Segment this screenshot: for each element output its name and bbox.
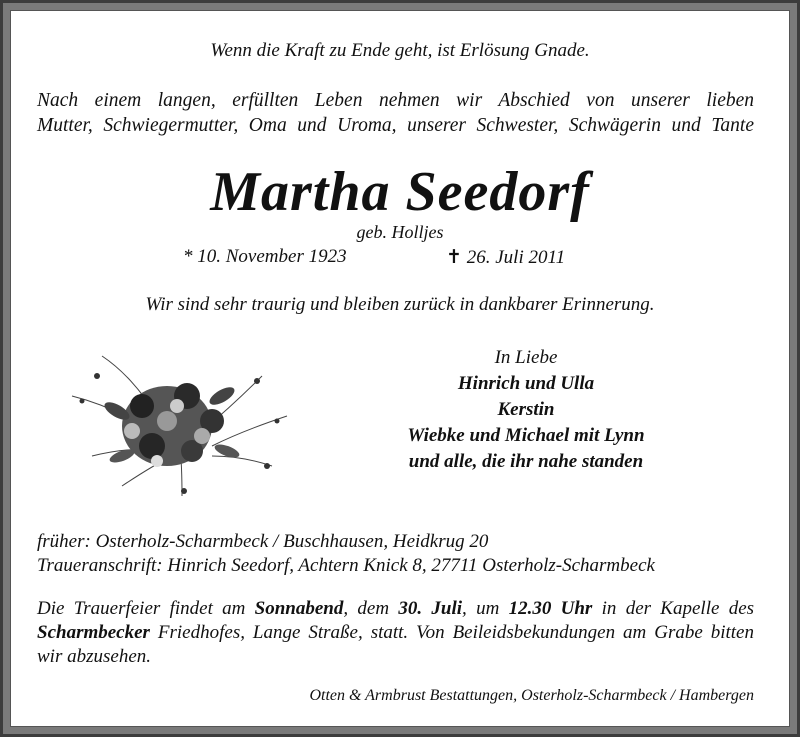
former-address: früher: Osterholz-Scharmbeck / Buschhausen, Heidkrug 20 (37, 531, 489, 552)
ceremony-date: 30. Juli (398, 598, 463, 619)
ceremony-text-part: Friedhofes, Lange Straße, statt. Von Beileidsbekundungen am Grabe bitten wir abzusehen. (37, 622, 754, 667)
signer-line: Hinrich und Ulla (457, 373, 595, 394)
signers-intro: In Liebe (494, 347, 558, 368)
ceremony-place: Scharmbecker (37, 622, 150, 643)
signer-line: Kerstin (497, 399, 555, 420)
ceremony-text-part: Die Trauerfeier findet am (37, 598, 255, 619)
ceremony-text-part: , dem (343, 598, 399, 619)
undertaker: Otten & Armbrust Bestattungen, Osterholz-Scharmbeck / Hambergen (309, 687, 754, 704)
birth-name: geb. Holljes (356, 222, 444, 242)
mourning-address: Traueranschrift: Hinrich Seedorf, Achtern Knick 8, 27711 Osterholz-Scharmbeck (37, 555, 655, 576)
intro-text (37, 88, 754, 138)
ceremony-text-part: in der Kapelle des (592, 598, 755, 619)
intro-line: Mutter, Schwiegermutter, Oma und Uroma, unserer Schwester, Schwägerin und Tante (37, 115, 754, 136)
death-date-line (446, 246, 565, 269)
intro-line: Nach einem langen, erfüllten Leben nehmen wir Abschied von unserer lieben (37, 90, 754, 111)
flower-bouquet-icon (62, 336, 294, 508)
death-date: 26. Juli 2011 (466, 247, 566, 268)
deceased-name: Martha Seedorf (210, 161, 590, 223)
signer-line: und alle, die ihr nahe standen (408, 451, 644, 472)
birth-date: * 10. November 1923 (183, 246, 347, 267)
ceremony-text-part: , um (462, 598, 509, 619)
ceremony-text (37, 597, 754, 669)
addresses (37, 530, 655, 578)
ceremony-day: Sonnabend (254, 598, 344, 619)
motto: Wenn die Kraft zu Ende geht, ist Erlösung Gnade. (210, 40, 590, 61)
ceremony-time: 12.30 Uhr (508, 598, 593, 619)
signer-line: Wiebke und Michael mit Lynn (407, 425, 645, 446)
signers (370, 345, 682, 475)
cross-icon: ✝ (446, 247, 462, 268)
sorrow-text: Wir sind sehr traurig und bleiben zurück in dankbarer Erinnerung. (145, 294, 655, 315)
